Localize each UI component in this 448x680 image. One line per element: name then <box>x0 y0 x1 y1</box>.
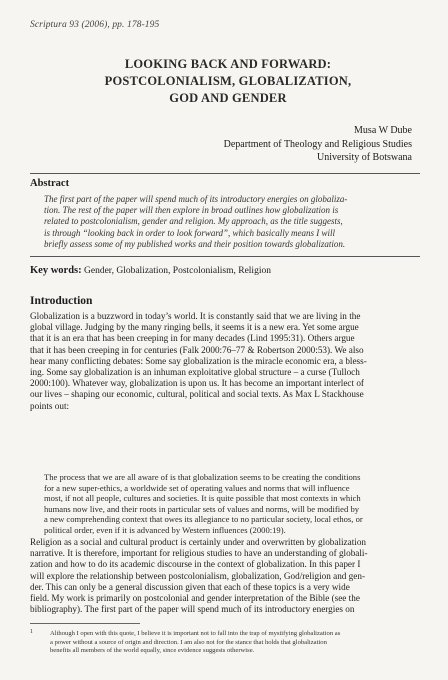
block-quote <box>44 472 424 535</box>
paragraph-line: that it has been creeping in for centuries (Falk 2000:76–77 & Robertson 2000:53). We also <box>30 344 364 355</box>
paper-title <box>40 56 416 107</box>
author-affiliation <box>224 124 412 165</box>
author-department: Department of Theology and Religious Studies <box>223 138 412 150</box>
abstract-line: related to postcolonialism, gender and religion. My approach, as the title suggests, <box>44 216 343 227</box>
paragraph-line: der. This can only be a general discussion given that each of these topics is a very wide <box>30 581 350 592</box>
keywords <box>30 265 271 276</box>
paragraph-line: ing. Some say globalization is an inhuman exploitative global structure – a curse (Tulloch <box>30 367 360 378</box>
footnote-line: benefits all members of the world equally, since evidence suggests otherwise. <box>50 647 255 655</box>
title-line: GOD AND GENDER <box>169 91 287 105</box>
quote-line: a new comprehending context that owes its allegiance to no particular society, local ethos, or <box>44 514 363 524</box>
paragraph-line: Globalization is a buzzword in today’s world. It is constantly said that we are living in the <box>30 311 361 321</box>
footnote-text <box>50 630 426 656</box>
paragraph-line: narrative. It is therefore, important for religious studies to have an understanding of globali- <box>30 548 368 559</box>
abstract-bottom-rule <box>30 256 420 257</box>
introduction-paragraph-2 <box>30 537 422 615</box>
paragraph-line: Religion as a social and cultural product is certainly under and overwritten by globalization <box>30 537 367 547</box>
keywords-label: Key words: <box>30 265 82 276</box>
footnote-marker: 1 <box>30 629 33 635</box>
paragraph-line: our lives – shaping our economic, cultural, political and social texts. As Max L Stackhouse <box>30 389 364 400</box>
paragraph-line: will explore the relationship between postcolonialism, globalization, God/religion and gen- <box>30 570 366 581</box>
abstract-line: tion. The rest of the paper will then explore in broad outlines how globalization is <box>44 205 339 216</box>
footnote <box>30 630 426 656</box>
paragraph-line: zation and how to do its academic discourse in the context of globalization. In this paper I <box>30 559 361 570</box>
quote-line: The process that we are all aware of is that globalization seems to be creating the conditions <box>44 472 361 482</box>
footnote-line: a power without a source of origin and direction. I am also not for the stance that holds that globalization <box>50 638 327 646</box>
abstract-line: is through “looking back in order to look forward”, which basically means I will <box>44 227 335 238</box>
introduction-paragraph-1 <box>30 311 422 412</box>
keywords-text: Gender, Globalization, Postcolonialism, Religion <box>84 266 271 276</box>
footnote-line: Although I open with this quote, I believe it is important not to fall into the trap of mystifying globalization as <box>50 630 341 637</box>
paragraph-line: field. My work is primarily on postcolonial and gender interpretation of the Bible (see the <box>30 593 360 604</box>
title-line: POSTCOLONIALISM, GLOBALIZATION, <box>104 74 352 88</box>
journal-reference: Scriptura 93 (2006), pp. 178-195 <box>30 20 160 30</box>
paragraph-line: hear many conflicting debates: Some say globalization is the miracle economic era, a bless- <box>30 355 367 366</box>
quote-line: political order, even if it is advanced by Western influences (2000:19). <box>44 524 286 535</box>
footnote-rule <box>30 623 140 624</box>
abstract-line: The first part of the paper will spend much of its introductory energies on globaliza- <box>44 194 348 204</box>
paragraph-line: 2000:100). Whatever way, globalization is upon us. It has become an important interlect of <box>30 378 364 389</box>
title-line: LOOKING BACK AND FORWARD: <box>124 57 332 71</box>
author-name: Musa W Dube <box>354 125 412 136</box>
abstract-heading: Abstract <box>30 178 70 189</box>
author-university: University of Botswana <box>317 152 412 163</box>
abstract-top-rule <box>30 173 420 174</box>
paragraph-line: that it is an era that has been creeping in for many decades (Lind 1995:31). Others argue <box>30 333 355 344</box>
abstract-line: briefly assess some of my published works and their position towards globalization. <box>44 238 346 249</box>
paragraph-line: bibliography). The first part of the paper will spend much of its introductory energies on <box>30 604 355 615</box>
paragraph-line: points out: <box>30 400 70 411</box>
quote-line: humans now live, and their roots in particular sets of values and norms, will be modified by <box>44 503 360 514</box>
quote-line: for a new super-ethics, a worldwide set of operating values and norms that will influence <box>44 482 350 493</box>
quote-line: most, if not all people, cultures and societies. It is quite possible that most contexts in which <box>44 493 361 503</box>
paragraph-line: global village. Judging by the many ringing bells, it seems it is a new era. Yet some argue <box>30 322 359 333</box>
introduction-heading: Introduction <box>30 295 93 307</box>
abstract-body <box>44 194 416 250</box>
